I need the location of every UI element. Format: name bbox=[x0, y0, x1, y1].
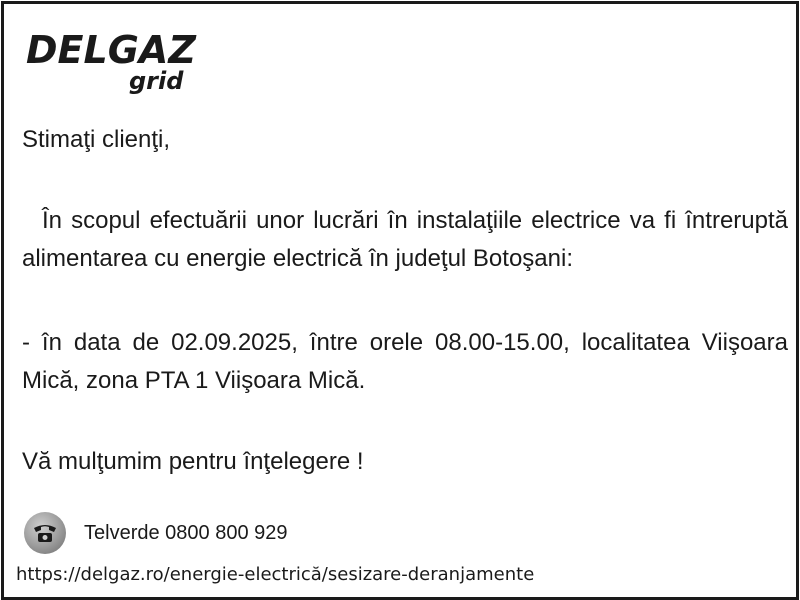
greeting-text: Stimaţi clienţi, bbox=[22, 126, 171, 153]
notice-frame bbox=[1, 1, 799, 600]
logo-subtitle: grid bbox=[129, 67, 184, 95]
notice-paragraph-1-text: În scopul efectuării unor lucrări în instalaţiile electrice va fi întreruptă alimentarea cu energie electrică în judeţul Botoşani: bbox=[22, 207, 788, 272]
report-outage-link[interactable]: https://delgaz.ro/energie-electrică/sesizare-deranjamente bbox=[16, 564, 535, 585]
thanks-text: Vă mulţumim pentru înţelegere ! bbox=[22, 448, 364, 475]
telephone-icon bbox=[24, 512, 66, 554]
phone-number-label: Telverde 0800 800 929 bbox=[84, 522, 288, 544]
notice-paragraph-2: - în data de 02.09.2025, între orele 08.00-15.00, localitatea Viişoara Mică, zona PTA 1 Viişoara Mică. bbox=[22, 329, 788, 394]
phone-contact bbox=[24, 512, 424, 554]
delgaz-grid-logo bbox=[26, 30, 206, 100]
logo-brand: DELGAZ bbox=[26, 28, 196, 72]
notice-paragraph-1 bbox=[22, 202, 788, 278]
